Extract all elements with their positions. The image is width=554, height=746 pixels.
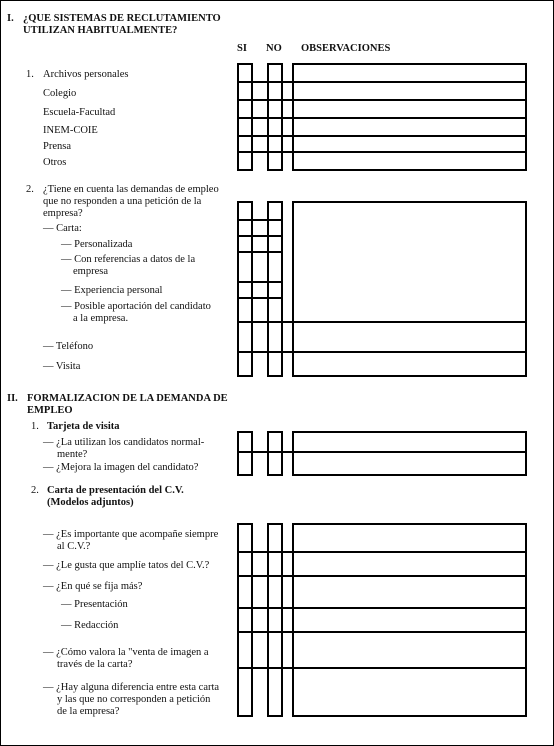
section-2-title-line2: EMPLEO xyxy=(27,405,73,416)
option-visita: — Visita xyxy=(43,361,81,372)
row-divider xyxy=(237,99,527,101)
subsection-carta-title-line1: Carta de presentación del C.V. xyxy=(47,485,184,496)
option-archivos-personales: Archivos personales xyxy=(43,69,129,80)
row-divider xyxy=(237,607,527,609)
option-posible-aportacion-line1: — Posible aportación del candidato xyxy=(61,301,211,312)
option-presentacion: — Presentación xyxy=(61,599,128,610)
row-divider xyxy=(237,117,527,119)
carta-question-3: — ¿En qué se fija más? xyxy=(43,581,143,592)
carta-question-5-line1: — ¿Hay alguna diferencia entre esta carta xyxy=(43,682,220,693)
carta-question-4-line2: través de la carta? xyxy=(57,659,133,670)
option-experiencia-personal: — Experiencia personal xyxy=(61,285,163,296)
tarjeta-si-checkbox-column[interactable] xyxy=(237,431,253,476)
row-divider xyxy=(237,235,283,237)
row-divider xyxy=(237,219,283,221)
row-divider xyxy=(237,451,527,453)
carta-question-5-line2: y las que no corresponden a petición xyxy=(57,694,211,705)
row-divider xyxy=(237,297,283,299)
carta-question-1-line2: al C.V.? xyxy=(57,541,91,552)
row-divider xyxy=(237,81,527,83)
section-2-number: II. xyxy=(7,393,18,404)
option-otros: Otros xyxy=(43,157,67,168)
carta-question-2: — ¿Le gusta que amplíe tatos del C.V.? xyxy=(43,560,210,571)
tarjeta-question-2: — ¿Mejora la imagen del candidato? xyxy=(43,462,199,473)
column-header-no: NO xyxy=(266,43,282,54)
tarjeta-no-checkbox-column[interactable] xyxy=(267,431,283,476)
option-escuela-facultad: Escuela-Facultad xyxy=(43,107,116,118)
section-1-title-line2: UTILIZAN HABITUALMENTE? xyxy=(23,25,178,36)
subsection-1-number: 1. xyxy=(31,421,39,432)
option-con-referencias-line1: — Con referencias a datos de la xyxy=(61,254,196,265)
subsection-2-number: 2. xyxy=(31,485,39,496)
carta-question-1-line1: — ¿Es importante que acompañe siempre xyxy=(43,529,219,540)
row-divider xyxy=(237,251,283,253)
row-divider xyxy=(237,151,527,153)
option-redaccion: — Redacción xyxy=(61,620,119,631)
row-divider xyxy=(237,321,527,323)
option-personalizada: — Personalizada xyxy=(61,239,133,250)
row-divider xyxy=(237,551,527,553)
carta-question-4-line1: — ¿Cómo valora la "venta de imagen a xyxy=(43,647,209,658)
row-divider xyxy=(237,631,527,633)
subsection-carta-title-line2: (Modelos adjuntos) xyxy=(47,497,134,508)
question-2-number: 2. xyxy=(26,184,34,195)
row-divider xyxy=(237,667,527,669)
section-2-title-line1: FORMALIZACION DE LA DEMANDA DE xyxy=(27,393,228,404)
row-divider xyxy=(237,281,283,283)
question-2-line1: ¿Tiene en cuenta las demandas de empleo xyxy=(43,184,219,195)
column-header-si: SI xyxy=(237,43,247,54)
option-inem-coie: INEM-COIE xyxy=(43,125,98,136)
option-telefono: — Teléfono xyxy=(43,341,94,352)
option-prensa: Prensa xyxy=(43,141,71,152)
section-1-number: I. xyxy=(7,13,14,24)
option-posible-aportacion-line2: a la empresa. xyxy=(73,313,129,324)
subsection-tarjeta-title: Tarjeta de visita xyxy=(47,421,120,432)
option-colegio: Colegio xyxy=(43,88,77,99)
tarjeta-observaciones-field[interactable] xyxy=(292,431,527,476)
row-divider xyxy=(237,351,527,353)
option-con-referencias-line2: empresa xyxy=(73,266,108,277)
tarjeta-question-1-line2: mente? xyxy=(57,449,88,460)
question-2-line3: empresa? xyxy=(43,208,83,219)
option-carta: — Carta: xyxy=(43,223,82,234)
question-1-number: 1. xyxy=(26,69,34,80)
row-divider xyxy=(237,135,527,137)
question-2-line2: que no responden a una petición de la xyxy=(43,196,202,207)
row-divider xyxy=(237,575,527,577)
carta-question-5-line3: de la empresa? xyxy=(57,706,120,717)
column-header-observaciones: OBSERVACIONES xyxy=(301,43,391,54)
tarjeta-question-1-line1: — ¿La utilizan los candidatos normal- xyxy=(43,437,205,448)
section-1-title-line1: ¿QUE SISTEMAS DE RECLUTAMIENTO xyxy=(23,13,221,24)
